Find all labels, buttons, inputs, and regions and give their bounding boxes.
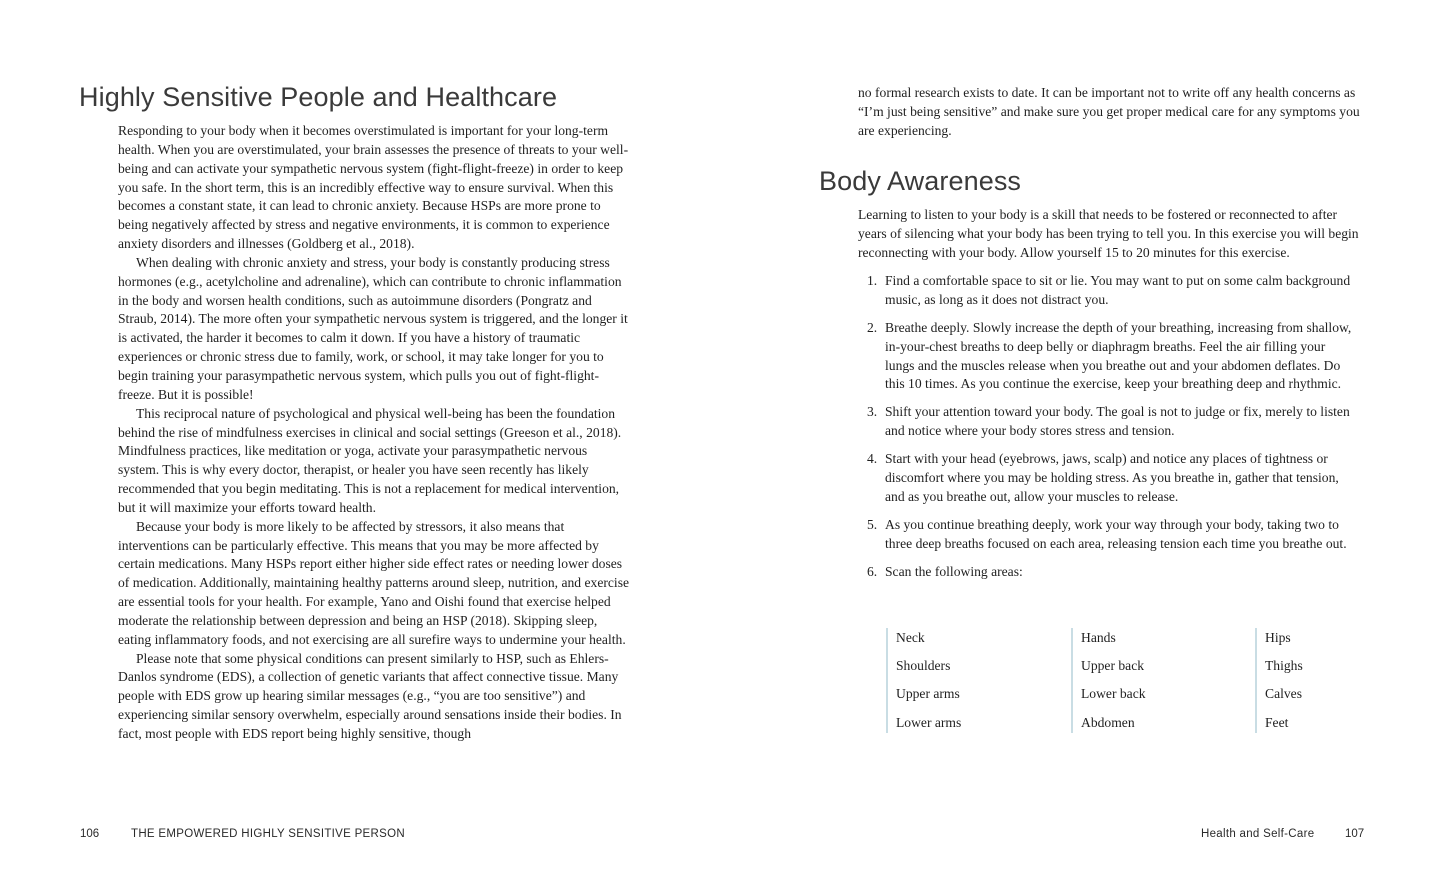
paragraph: Responding to your body when it becomes overstimulated is important for your long-term health. When you are overstimulated, your brain assesses the presence of threats to your well-being and can activate your sympathetic nervous system (fight-flight-freeze) in order to keep you safe. In the short term, this is an incredibly effective way to ensure survival. When this becomes a constant state, it can lead to chronic anxiety. Because HSPs are more prone to being negatively affected by stress and negative environments, it is common to experience anxiety disorders and illnesses (Goldberg et al., 2018).	[118, 123, 629, 252]
page-number-left: 106	[80, 828, 100, 840]
intro-text	[858, 206, 1368, 263]
continuation-text	[858, 84, 1368, 141]
step-item	[858, 516, 1358, 554]
page-number-right: 107	[1345, 828, 1365, 840]
step-text: Scan the following areas:	[885, 563, 1023, 579]
area-item: Neck	[896, 630, 925, 645]
running-head-left: THE EMPOWERED HIGHLY SENSITIVE PERSON	[131, 828, 405, 840]
area-item: Upper arms	[896, 686, 960, 702]
running-head-right: Health and Self-Care	[1201, 828, 1315, 840]
step-text: Start with your head (eyebrows, jaws, scalp) and notice any places of tightness or discomfort where you may be holding stress. As you breathe in, gather that tension, and as you breathe out, allow your muscles to release.	[885, 451, 1339, 504]
step-item	[858, 563, 1358, 582]
step-text: Find a comfortable space to sit or lie. You may want to put on some calm background music, as long as it does not distract you.	[885, 273, 1351, 307]
step-number: 6.	[867, 563, 878, 579]
left-page	[0, 0, 722, 891]
area-item: Abdomen	[1081, 714, 1135, 730]
section-heading-body-awareness: Body Awareness	[819, 166, 1022, 196]
step-item	[858, 319, 1358, 394]
step-number: 4.	[867, 451, 878, 467]
exercise-steps	[858, 272, 1358, 591]
area-item: Shoulders	[896, 658, 951, 674]
paragraph: no formal research exists to date. It can be important not to write off any health concerns as “I’m just being sensitive” and make sure you get proper medical care for any symptoms you are experiencing.	[858, 85, 1360, 138]
step-item	[858, 450, 1358, 507]
step-item	[858, 272, 1358, 310]
area-item: Calves	[1265, 686, 1302, 702]
step-item	[858, 403, 1358, 441]
left-body-text	[118, 122, 630, 744]
right-page	[722, 0, 1445, 891]
step-number: 3.	[867, 404, 878, 420]
step-text: Breathe deeply. Slowly increase the depth of your breathing, increasing from shallow, in-your-chest breaths to deep belly or diaphragm breaths. Feel the air filling your lungs and the muscles release when you breathe out and your abdomen deflates. Do this 10 times. As you continue the exercise, keep your breathing deep and rhythmic.	[885, 319, 1352, 392]
section-heading-healthcare: Highly Sensitive People and Healthcare	[79, 82, 558, 112]
paragraph: Because your body is more likely to be affected by stressors, it also means that interventions can be particularly effective. This means that you may be more affected by certain medications. Many HSPs report either higher side effect rates or needing lower doses of medication. Additionally, maintaining healthy patterns around sleep, nutrition, and exercise are essential tools for your health. For example, Yano and Oishi found that exercise helped moderate the relationship between depression and being an HSP (2018). Skipping sleep, eating inflammatory foods, and not exercising are all surefire ways to undermine your health.	[118, 518, 630, 647]
area-item: Lower arms	[896, 714, 962, 730]
area-item: Thighs	[1265, 658, 1303, 674]
areas-column	[1071, 628, 1146, 733]
paragraph: When dealing with chronic anxiety and stress, your body is constantly producing stress hormones (e.g., acetylcholine and adrenaline), which can contribute to chronic inflammation in the body and worsen health conditions, such as autoimmune disorders (Pongratz and Straub, 2014). The more often your sympathetic nervous system is triggered, and the longer it is activated, the harder it becomes to calm it down. If you have a history of traumatic experiences or chronic stress due to family, work, or school, it may take longer for you to begin training your parasympathetic nervous system, which pulls you out of fight-flight-freeze. But it is possible!	[118, 254, 628, 402]
body-areas-table	[886, 628, 1376, 733]
area-item: Upper back	[1081, 658, 1145, 674]
paragraph: Please note that some physical conditions can present similarly to HSP, such as Ehlers-Danlos syndrome (EDS), a collection of genetic variants that affect connective tissue. Many people with EDS grow up hearing similar messages (e.g., “you are too sensitive”) and experiencing similar sensory overwhelm, especially around sensations inside their bodies. In fact, most people with EDS report being highly sensitive, though	[118, 650, 622, 741]
step-text: As you continue breathing deeply, work your way through your body, taking two to three deep breaths focused on each area, releasing tension each time you breathe out.	[885, 517, 1347, 551]
area-item: Feet	[1265, 714, 1289, 730]
areas-column	[1255, 628, 1303, 733]
areas-column	[886, 628, 961, 733]
paragraph: This reciprocal nature of psychological and physical well-being has been the foundation behind the rise of mindfulness exercises in clinical and social settings (Greeson et al., 2018). Mindfulness practices, like meditation or yoga, activate your parasympathetic nervous system. This is why every doctor, therapist, or healer you have seen recently has likely recommended that you begin meditating. This is not a replacement for medical intervention, but it will maximize your efforts toward health.	[118, 405, 622, 515]
paragraph: Learning to listen to your body is a skill that needs to be fostered or reconnected to after years of silencing what your body has been trying to tell you. In this exercise you will begin reconnecting with your body. Allow yourself 15 to 20 minutes for this exercise.	[858, 207, 1359, 260]
step-number: 2.	[867, 319, 878, 335]
step-number: 5.	[867, 517, 878, 533]
area-item: Hips	[1265, 630, 1291, 645]
area-item: Hands	[1081, 630, 1116, 645]
area-item: Lower back	[1081, 686, 1146, 702]
step-number: 1.	[867, 273, 878, 288]
step-text: Shift your attention toward your body. The goal is not to judge or fix, merely to listen and notice where your body stores stress and tension.	[885, 404, 1350, 439]
